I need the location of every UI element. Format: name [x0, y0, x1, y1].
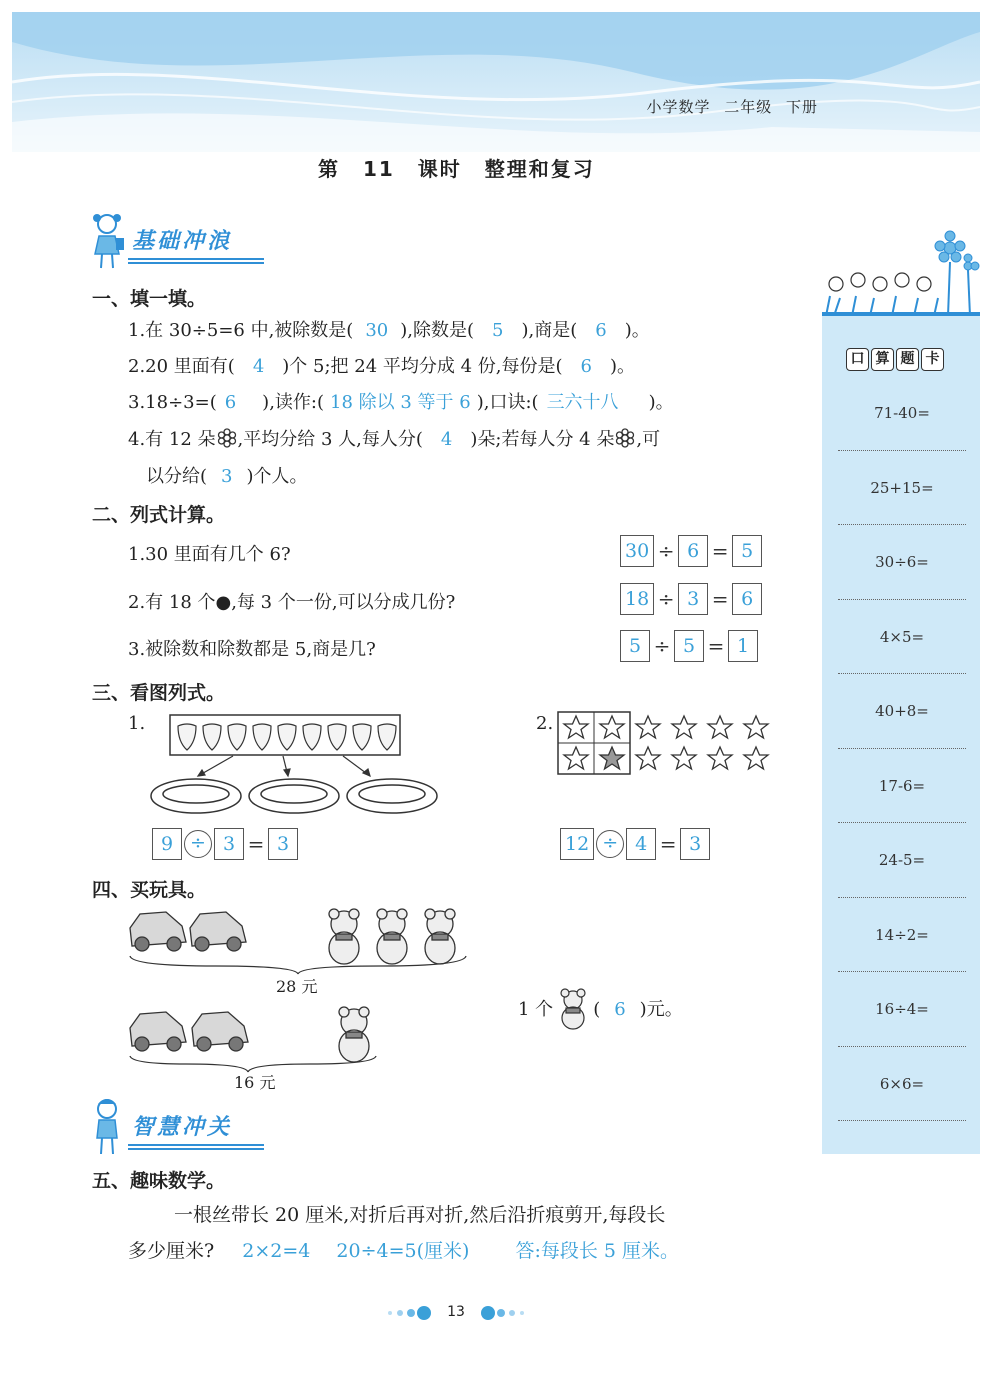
answer: 3 — [221, 466, 233, 487]
text: )个人。 — [246, 466, 308, 487]
calc-item: 6×6= — [838, 1047, 966, 1122]
q4-price-2: 16 元 — [234, 1073, 276, 1092]
operator-circle: ÷ — [596, 830, 624, 858]
answer: 三六十八 — [546, 392, 619, 413]
text: ),读作:( — [262, 392, 325, 413]
page-number: 13 — [447, 1304, 465, 1320]
answer-box: 9 — [152, 828, 182, 860]
q2-item-2-text: 2.有 18 个●,每 3 个一份,可以分成几份? — [128, 592, 456, 613]
text: 2.20 里面有( — [128, 356, 235, 377]
page-number-footer — [376, 1296, 536, 1330]
calc-item: 25+15= — [838, 451, 966, 526]
answer-box: 3 — [214, 828, 244, 860]
section-wisdom — [90, 1096, 270, 1156]
answer-box: 5 — [674, 630, 704, 662]
text: )元。 — [639, 999, 683, 1020]
answer-box: 6 — [678, 535, 708, 567]
header-banner — [12, 12, 980, 152]
q2-item-1-equation — [620, 535, 762, 567]
equals-sign: = — [711, 587, 729, 611]
text: 多少厘米? — [128, 1240, 215, 1262]
q4-heading: 四、买玩具。 — [92, 879, 207, 901]
equals-sign: = — [659, 832, 677, 856]
teddy-bear-icon — [553, 987, 593, 1031]
operator-circle: ÷ — [184, 830, 212, 858]
text: ( — [593, 999, 601, 1020]
divide-sign: ÷ — [653, 634, 671, 658]
calc-item: 30÷6= — [838, 525, 966, 600]
answer: 4 — [440, 429, 453, 450]
q5-line-1: 一根丝带长 20 厘米,对折后再对折,然后沿折痕剪开,每段长 — [174, 1204, 666, 1226]
q3-p1-number: 1. — [128, 713, 146, 734]
answer-box: 3 — [680, 828, 710, 860]
mental-arithmetic-sidebar — [822, 226, 980, 1154]
q2-item-3-text: 3.被除数和除数都是 5,商是几? — [128, 639, 376, 660]
answer-box: 30 — [620, 535, 654, 567]
q1-line-2 — [128, 352, 635, 378]
strawberries-plates-picture — [148, 712, 440, 816]
q2-item-2-equation — [620, 583, 762, 615]
answer: 18 除以 3 等于 6 — [330, 392, 471, 413]
q3-p2-number: 2. — [536, 713, 554, 734]
toys-picture — [126, 902, 470, 1092]
q3-heading: 三、看图列式。 — [92, 682, 226, 704]
subject-label: 小学数学 二年级 下册 — [646, 98, 818, 116]
answer-box: 5 — [732, 535, 762, 567]
text: )朵;若每人分 4 朵 — [470, 429, 615, 450]
text: 以分给( — [146, 466, 208, 487]
q5-heading: 五、趣味数学。 — [92, 1170, 226, 1192]
page-title: 第 11 课时 整理和复习 — [318, 157, 595, 181]
text: 1.在 30÷5=6 中,被除数是( — [128, 320, 354, 341]
text: ),除数是( — [400, 320, 475, 341]
answer-box: 3 — [678, 583, 708, 615]
title-char: 卡 — [921, 348, 944, 371]
q2-heading: 二、列式计算。 — [92, 504, 226, 526]
answer: 6 — [595, 320, 607, 341]
calc-item: 40+8= — [838, 674, 966, 749]
kids-flowers-illustration — [822, 226, 980, 322]
title-char: 题 — [896, 348, 919, 371]
girl-icon — [90, 210, 126, 270]
stars-picture — [556, 710, 776, 776]
section-underline — [128, 258, 264, 264]
text: )。 — [609, 356, 636, 377]
answer: 4 — [252, 356, 265, 377]
answer: 6 — [580, 356, 592, 377]
section-wisdom-label: 智慧冲关 — [132, 1115, 233, 1140]
text: )个 5;把 24 平均分成 4 份,每份是( — [282, 356, 563, 377]
text: 4.有 12 朵 — [128, 429, 216, 450]
sidebar-title — [846, 348, 944, 371]
q1-line-5 — [146, 462, 308, 488]
text: ),口诀:( — [476, 392, 539, 413]
calc-item: 16÷4= — [838, 972, 966, 1047]
answer-box: 12 — [560, 828, 594, 860]
calc-item: 4×5= — [838, 600, 966, 675]
q4-price-1: 28 元 — [276, 977, 318, 996]
title-char: 口 — [846, 348, 869, 371]
text: ),商是( — [521, 320, 578, 341]
q1-line-1 — [128, 316, 650, 342]
calc-item: 24-5= — [838, 823, 966, 898]
title-char: 算 — [871, 348, 894, 371]
equals-sign: = — [247, 832, 265, 856]
section-basic-label: 基础冲浪 — [132, 229, 233, 254]
calc-item: 71-40= — [838, 376, 966, 451]
text: )。 — [624, 320, 650, 341]
answer: 6 — [224, 392, 237, 413]
answer-box: 3 — [268, 828, 298, 860]
q2-item-3-equation — [620, 630, 758, 662]
section-underline — [128, 1144, 264, 1150]
equals-sign: = — [707, 634, 725, 658]
answer: 5 — [492, 320, 504, 341]
q5-line-2 — [128, 1236, 679, 1263]
text: )。 — [648, 392, 674, 413]
answer: 2×2=4 — [242, 1240, 311, 1262]
flower-icon — [614, 428, 636, 448]
calc-item: 14÷2= — [838, 898, 966, 973]
answer: 20÷4=5(厘米) — [336, 1240, 470, 1262]
equals-sign: = — [711, 539, 729, 563]
q1-line-4 — [128, 425, 660, 451]
flower-icon — [216, 428, 238, 448]
text: ,可 — [636, 429, 661, 450]
text: 1 个 — [518, 999, 554, 1020]
q2-item-1-text: 1.30 里面有几个 6? — [128, 544, 291, 565]
q1-line-3 — [128, 388, 674, 414]
q3-p2-equation — [560, 828, 710, 860]
divide-sign: ÷ — [657, 587, 675, 611]
divide-sign: ÷ — [657, 539, 675, 563]
q4-question — [518, 987, 683, 1031]
boy-icon — [90, 1096, 126, 1156]
answer-box: 18 — [620, 583, 654, 615]
text: 3.18÷3=( — [128, 392, 217, 413]
calc-item: 17-6= — [838, 749, 966, 824]
answer-box: 1 — [728, 630, 758, 662]
answer-box: 6 — [732, 583, 762, 615]
answer-box: 4 — [626, 828, 656, 860]
answer: 6 — [614, 999, 626, 1020]
q3-p1-equation — [152, 828, 298, 860]
q1-heading: 一、填一填。 — [92, 288, 207, 310]
section-basic — [90, 210, 270, 270]
answer-box: 5 — [620, 630, 650, 662]
text: ,平均分给 3 人,每人分( — [237, 429, 423, 450]
answer: 答:每段长 5 厘米。 — [515, 1240, 680, 1262]
answer: 30 — [365, 320, 389, 341]
